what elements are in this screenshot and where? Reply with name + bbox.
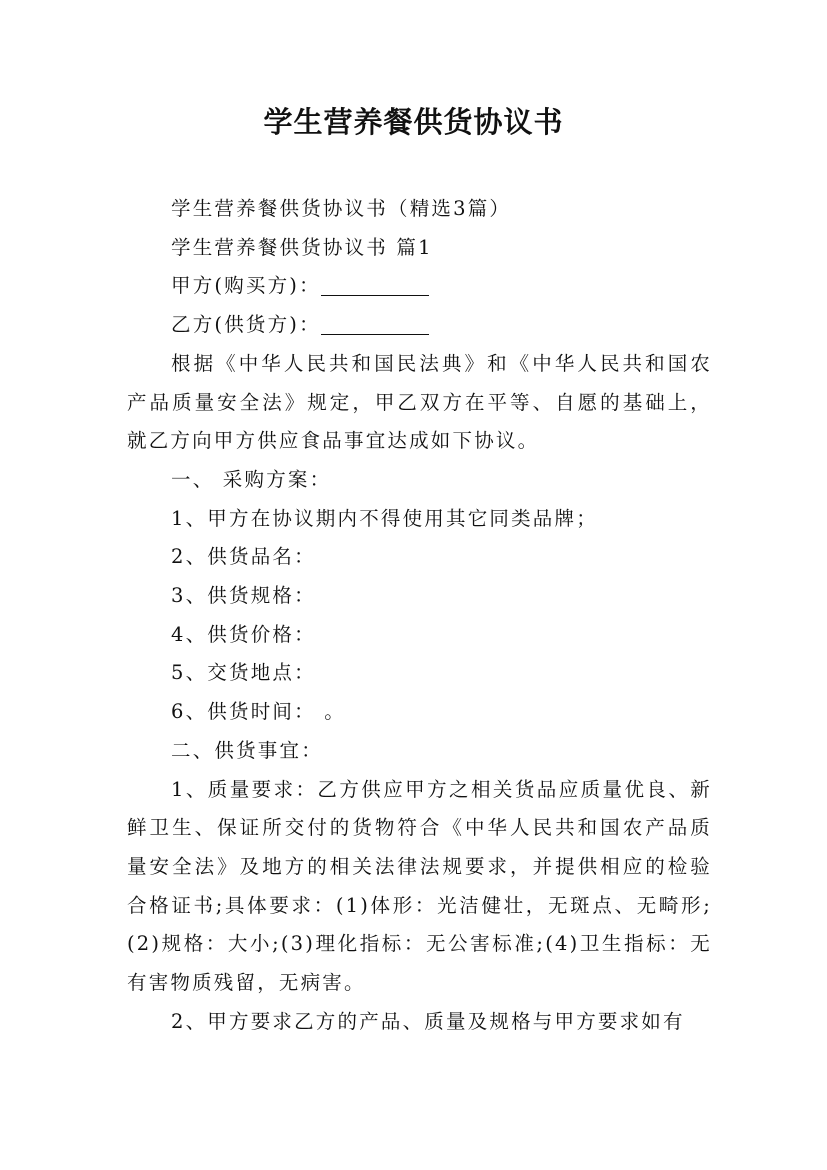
preamble-paragraph: 根据《中华人民共和国民法典》和《中华人民共和国农产品质量安全法》规定，甲乙双方在平等、自愿的基础上，就乙方向甲方供应食品事宜达成如下协议。 <box>127 351 712 453</box>
clause-item: 2、供货品名： <box>171 545 316 569</box>
party-a-label: 甲方(购买方)： <box>171 274 321 298</box>
party-a-line <box>127 267 712 306</box>
party-b-line <box>127 306 712 345</box>
document-body <box>127 190 712 1041</box>
party-b-blank <box>321 312 429 335</box>
requirement-paragraph: 2、甲方要求乙方的产品、质量及规格与甲方要求如有 <box>171 1009 685 1033</box>
clause-item: 3、供货规格： <box>171 584 316 608</box>
subtitle-line: 学生营养餐供货协议书（精选3篇） <box>171 197 512 220</box>
clause-item: 4、供货价格： <box>171 622 316 646</box>
clause-item: 6、供货时间： 。 <box>171 700 346 724</box>
document-title: 学生营养餐供货协议书 <box>263 105 564 139</box>
section-heading: 学生营养餐供货协议书 篇1 <box>171 235 433 259</box>
clause-heading-one: 一、 采购方案： <box>171 467 332 491</box>
party-a-blank <box>321 273 429 296</box>
clause-item: 1、甲方在协议期内不得使用其它同类品牌； <box>171 506 598 530</box>
quality-paragraph: 1、质量要求：乙方供应甲方之相关货品应质量优良、新鲜卫生、保证所交付的货物符合《中华人民共和国农产品质量安全法》及地方的相关法律法规要求，并提供相应的检验合格证书;具体要求：(1)体形：光洁健壮，无斑点、无畸形;(2)规格：大小;(3)理化指标：无公害标准;(4)卫生指标：无有害物质残留，无病害。 <box>127 777 712 995</box>
clause-item: 5、交货地点： <box>171 661 316 685</box>
party-b-label: 乙方(供货方)： <box>171 313 321 337</box>
clause-heading-two: 二、供货事宜： <box>171 738 323 762</box>
